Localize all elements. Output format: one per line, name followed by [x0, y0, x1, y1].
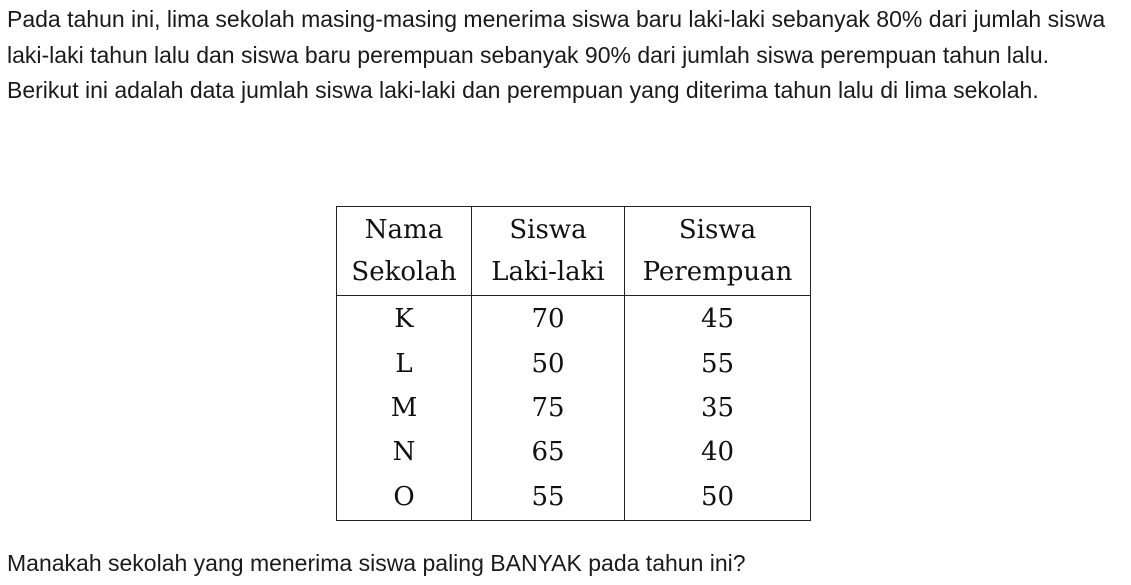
cell-boys: 55	[472, 474, 625, 521]
table-row	[337, 296, 811, 343]
cell-school: K	[337, 296, 472, 343]
table-header-row	[337, 207, 811, 296]
cell-girls: 55	[625, 342, 811, 386]
cell-school: M	[337, 386, 472, 430]
question-text: Manakah sekolah yang menerima siswa paling BANYAK pada tahun ini?	[7, 550, 746, 576]
intro-paragraph-2: Berikut ini adalah data jumlah siswa laki-laki dan perempuan yang diterima tahun lalu di lima sekolah.	[7, 77, 1039, 103]
cell-boys: 75	[472, 386, 625, 430]
cell-girls: 45	[625, 296, 811, 343]
header-siswa-laki-laki	[472, 207, 625, 296]
header-line: Siswa	[678, 215, 757, 245]
table-row	[337, 342, 811, 386]
problem-intro	[7, 2, 1129, 109]
header-line: Laki-laki	[491, 257, 605, 287]
cell-boys: 65	[472, 430, 625, 474]
header-line: Sekolah	[351, 257, 457, 287]
header-line: Nama	[364, 215, 444, 245]
table-row	[337, 474, 811, 521]
header-nama-sekolah	[337, 207, 472, 296]
student-data-table	[336, 206, 811, 521]
table-row	[337, 386, 811, 430]
cell-boys: 50	[472, 342, 625, 386]
header-siswa-perempuan	[625, 207, 811, 296]
cell-school: O	[337, 474, 472, 521]
cell-girls: 40	[625, 430, 811, 474]
table-row	[337, 430, 811, 474]
intro-paragraph-1: Pada tahun ini, lima sekolah masing-masing menerima siswa baru laki-laki sebanyak 80% dari jumlah siswa laki-laki tahun lalu dan siswa baru perempuan sebanyak 90% dari jumlah siswa perempuan tahun lalu.	[7, 6, 1106, 68]
header-line: Siswa	[509, 215, 587, 245]
cell-girls: 50	[625, 474, 811, 521]
cell-school: L	[337, 342, 472, 386]
cell-boys: 70	[472, 296, 625, 343]
header-line: Perempuan	[642, 257, 793, 287]
cell-girls: 35	[625, 386, 811, 430]
cell-school: N	[337, 430, 472, 474]
